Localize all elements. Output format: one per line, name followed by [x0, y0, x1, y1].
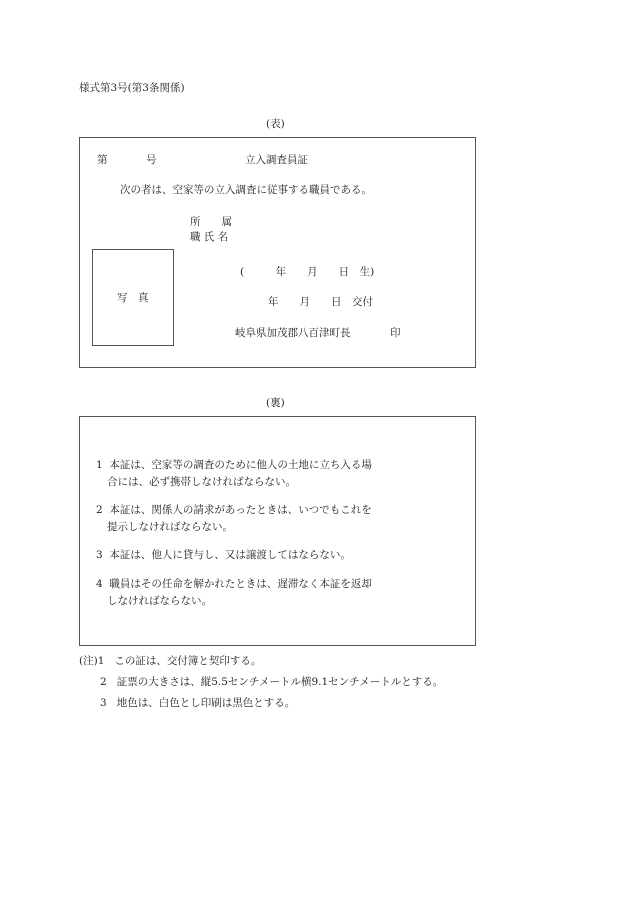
note-text: この証は、交付簿と契印する。	[114, 655, 262, 667]
back-item-text-cont: 提示しなければならない。	[107, 521, 233, 533]
note-text: 証票の大きさは、縦5.5センチメートル横9.1センチメートルとする。	[116, 676, 444, 688]
back-item-number: 1	[96, 459, 103, 471]
front-card	[79, 137, 476, 368]
notes-prefix: (注)	[79, 655, 98, 667]
back-item	[96, 547, 351, 564]
back-item-number: 2	[96, 504, 103, 516]
seal-mark: 印	[390, 327, 401, 339]
note-number: 3	[100, 697, 107, 709]
certificate-number-prefix: 第	[97, 154, 108, 166]
back-item-number: 3	[96, 549, 103, 561]
note-number: 2	[100, 676, 107, 688]
back-item-text-cont: しなければならない。	[107, 595, 212, 607]
certificate-statement: 次の者は、空家等の立入調査に従事する職員である。	[120, 184, 372, 196]
back-item	[96, 576, 372, 610]
back-item-text: 本証は、空家等の調査のために他人の土地に立ち入る場	[109, 459, 372, 471]
back-item-text-cont: 合には、必ず携帯しなければならない。	[107, 476, 296, 488]
affiliation-label: 所 属	[190, 216, 232, 228]
note-row	[100, 697, 295, 710]
birth-date-line: ( 年 月 日 生)	[240, 266, 375, 278]
photo-label: 写 真	[117, 292, 149, 304]
note-text: 地色は、白色とし印刷は黒色とする。	[116, 697, 296, 709]
note-row	[79, 655, 261, 668]
note-row	[100, 676, 443, 689]
certificate-number-suffix: 号	[146, 154, 157, 166]
position-name-label: 職 氏 名	[190, 231, 229, 243]
issuer-name: 岐阜県加茂郡八百津町長	[235, 327, 351, 339]
photo-box	[92, 249, 174, 346]
front-heading: (表)	[266, 118, 285, 130]
certificate-title: 立入調査員証	[245, 154, 308, 166]
back-item-number: 4	[96, 578, 103, 590]
back-item	[96, 502, 372, 536]
back-card	[79, 416, 476, 646]
back-item-text: 本証は、他人に貸与し、又は譲渡してはならない。	[109, 549, 351, 561]
issue-date-line: 年 月 日 交付	[268, 296, 373, 308]
back-heading: (裏)	[266, 397, 285, 409]
back-item-text: 職員はその任命を解かれたときは、遅滞なく本証を返却	[109, 578, 372, 590]
back-item	[96, 457, 372, 491]
note-number: 1	[97, 655, 105, 667]
form-label: 様式第3号(第3条関係)	[79, 82, 185, 94]
back-item-text: 本証は、関係人の請求があったときは、いつでもこれを	[109, 504, 372, 516]
